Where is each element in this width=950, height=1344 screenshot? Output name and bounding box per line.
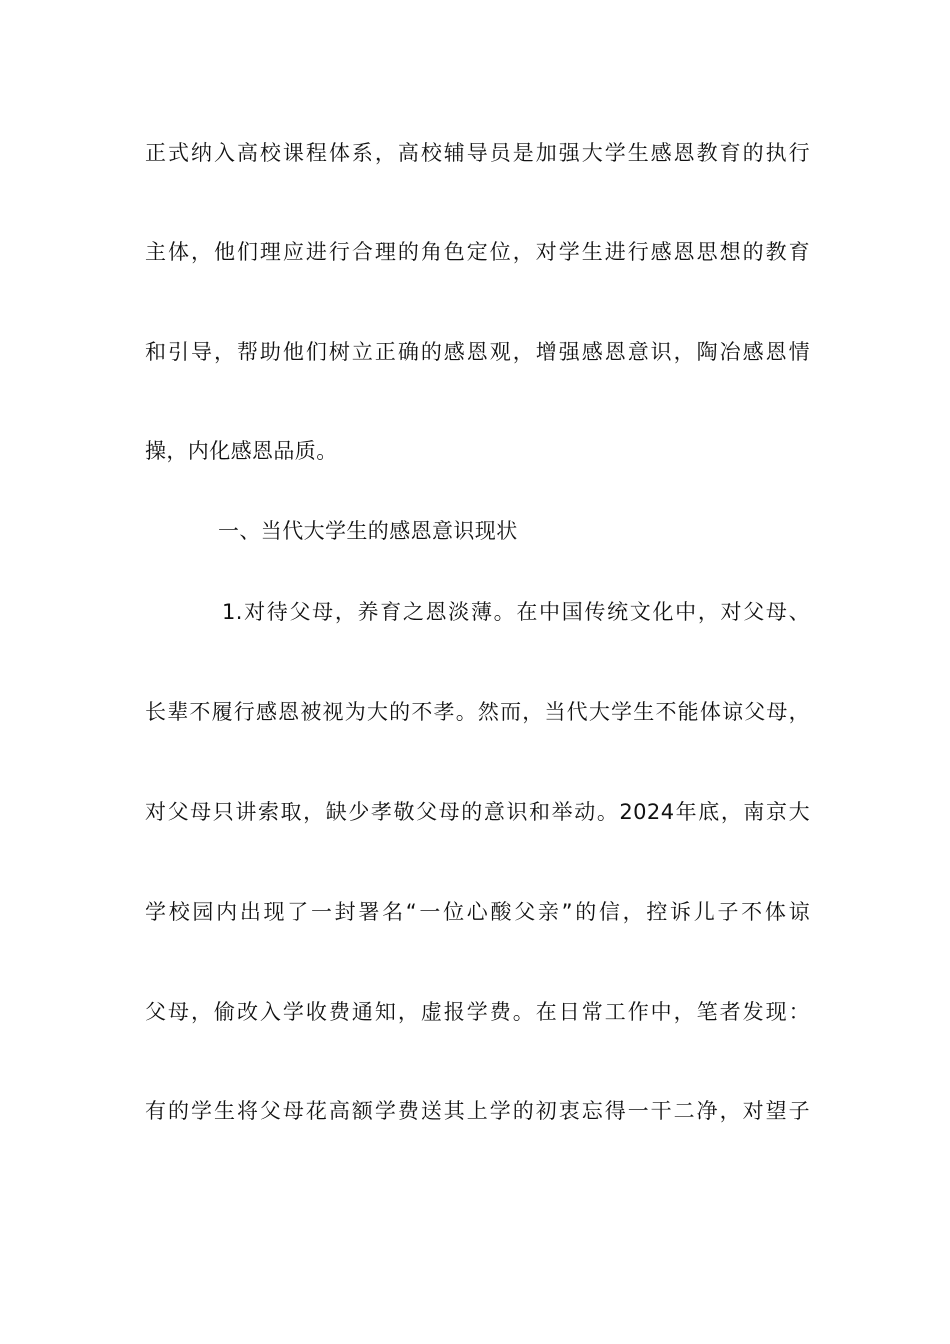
paragraph-line-9: 学校园内出现了一封署名“一位心酸父亲”的信，控诉儿子不体谅 (145, 900, 810, 924)
section-heading: 一、当代大学生的感恩意识现状 (218, 519, 518, 543)
paragraph-line-4: 操，内化感恩品质。 (145, 439, 338, 463)
paragraph-line-10: 父母，偷改入学收费通知，虚报学费。在日常工作中，笔者发现： (145, 1000, 810, 1024)
paragraph-line-2: 主体，他们理应进行合理的角色定位，对学生进行感恩思想的教育 (145, 240, 810, 264)
paragraph-line-8: 对父母只讲索取，缺少孝敬父母的意识和举动。2024年底，南京大 (145, 800, 810, 824)
paragraph-line-3: 和引导，帮助他们树立正确的感恩观，增强感恩意识，陶冶感恩情 (145, 340, 810, 364)
paragraph-line-6: 1.对待父母，养育之恩淡薄。在中国传统文化中，对父母、 (222, 600, 810, 624)
paragraph-line-1: 正式纳入高校课程体系，高校辅导员是加强大学生感恩教育的执行 (145, 141, 810, 165)
paragraph-line-7: 长辈不履行感恩被视为大的不孝。然而，当代大学生不能体谅父母， (145, 700, 810, 724)
paragraph-line-11: 有的学生将父母花高额学费送其上学的初衷忘得一干二净，对望子 (145, 1099, 810, 1123)
